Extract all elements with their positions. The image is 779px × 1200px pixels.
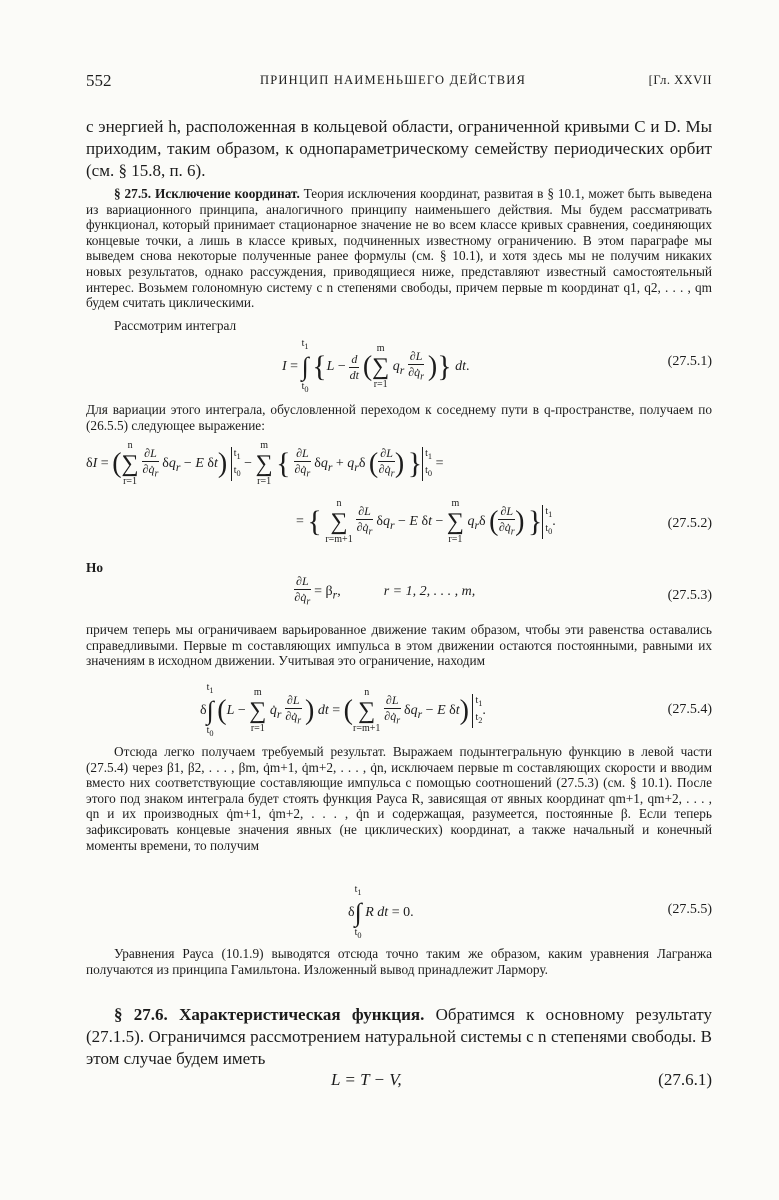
restriction-text: причем теперь мы ограничиваем варьированное движение таким образом, чтобы эти равенства оставались справедливыми. Первые m составляющих импульса в этом движении остаются постоянными, равными их значениям в исходном движении. Учитывая это ограничение, находим	[86, 622, 712, 669]
running-title: ПРИНЦИП НАИМЕНЬШЕГО ДЕЙСТВИЯ	[260, 73, 527, 87]
equation-27-5-1: $I = t_1$ ∫ $t_0$ {L − $\frac{d}{dt}$ (m ∑ r=1 $q_r$ $\frac{\partial L}{\partial q̇_r}$ )} dt. (27.5.1)	[282, 338, 712, 394]
equation-number-27-5-3: (27.5.3)	[667, 588, 712, 603]
equation-27-5-3-range: r = 1, 2, . . . , m,	[383, 583, 476, 599]
equation-number-27-5-4: (27.5.4)	[667, 702, 712, 717]
result-text: Отсюда легко получаем требуемый результат. Выражаем подынтегральную функцию в левой части (27.5.4) через β1, β2, . . . , βm, q̇m+1, q̇m+2, . . . , q̇n, исключаем первые m составляющих скорости и вводим вместо них соответствующие составляющие импульса с помощью соотношений (27.5.3) (см. § 10.1). После этого под знаком интеграла будет стоять функция Рауса R, зависящая от явных координат qm+1, qm+2, . . . , qn и их производных q̇m+1, q̇m+2, . . . , q̇n и содержащая, разумеется, постоянные β. Если теперь зафиксировать концевые значения явных (не циклических) координат, а также начальный и конечный моменты времени, то получим	[86, 744, 712, 853]
equation-27-5-2: δI = (n ∑ r=1 $\frac{\partial L}{\partial q̇_r}$ $\delta q_r - E$ δt) $t_1$ $t_0 - m$ ∑ r=1 { $\frac{\partial L}{\partial q̇_r}$ $\delta q_r + q_r\delta$ ( $\frac{\partial L}{\partial q̇_r}$ ) } $t_1$ $t_0$ = = { n ∑ r=m+1 $\frac{\partial L}{\partial q̇_r}$ $\delta q_r - E$ δt − m ∑ r=1 $q_r\delta$ ( $\frac{\partial L}{\partial q̇_r}$ ) } $t_1$ $t_0$. (27.5.2)	[86, 440, 712, 545]
section-27-6-heading: § 27.6. Характеристическая функция.	[114, 1005, 425, 1024]
equation-number-27-5-1: (27.5.1)	[667, 354, 712, 369]
equation-27-5-5: $\delta t_1$ ∫ $t_0$ R dt = 0. (27.5.5)	[348, 884, 712, 940]
section-27-6-paragraph	[86, 1004, 712, 1070]
variation-text: Для вариации этого интеграла, обусловленной переходом к соседнему пути в q-пространстве, получаем по (26.5.5) следующее выражение:	[86, 402, 712, 433]
equation-27-5-3: $\frac{\partial L}{\partial q̇_r}$ = $\beta_r$, r = 1, 2, . . . , m, (27.5.3)	[294, 574, 712, 608]
consider-integral-text: Рассмотрим интеграл	[114, 318, 237, 333]
section-27-5-text: Теория исключения координат, развитая в § 10.1, может быть выведена из вариационного принципа, аналогичного принципу наименьшего действия. Мы будем рассматривать функционал, который принимает стационарное значение не во всем классе кривых сравнения, соединяющих концевые точки, а лишь в классе кривых, подчиненных известному ограничению. В этом параграфе мы выведем снова некоторые полученные ранее формулы (см. § 10.1), и хотя здесь мы не получим никаких новых результатов, однако рассуждения, приводящиеся ниже, представляют известный самостоятельный интерес. Возьмем голономную систему с n степенями свободы, причем первые m координат q1, q2, . . . , qm будем считать циклическими.	[86, 186, 713, 311]
intro-paragraph: с энергией h, расположенная в кольцевой области, ограниченной кривыми C и D. Мы приходим, таким образом, к однопараметрическому семейству периодических орбит (см. § 15.8, п. 6).	[86, 117, 712, 180]
page-number: 552	[86, 71, 112, 90]
equation-number-27-5-2: (27.5.2)	[667, 516, 712, 531]
but-word: Но	[86, 560, 103, 575]
equation-27-5-4: $\delta t_1$ ∫ $t_0$ (L − m ∑ r=1 $q̇_r$ $\frac{\partial L}{\partial q̇_r}$ ) dt = (n ∑ r=m+1 $\frac{\partial L}{\partial q̇_r}$ $\delta q_r - E$ δt) $t_1$ $t_2$. (27.5.4)	[200, 682, 712, 738]
equation-27-6-1	[86, 1070, 712, 1096]
equation-number-27-5-5: (27.5.5)	[667, 902, 712, 917]
equation-27-6-1-formula: L = T − V,	[331, 1070, 402, 1089]
page-header	[86, 71, 712, 93]
chapter-label: [Гл. XXVII	[648, 73, 712, 87]
equation-number-27-6-1: (27.6.1)	[658, 1070, 712, 1089]
section-27-5-heading: § 27.5. Исключение координат.	[114, 186, 300, 201]
section-27-6-text: Обратимся к основному результату (27.1.5). Ограничимся рассмотрением натуральной системы с n степенями свободы. В этом случае будем иметь	[86, 1005, 712, 1068]
section-27-5-paragraph	[86, 186, 712, 311]
routh-text: Уравнения Рауса (10.1.9) выводятся отсюда точно таким же образом, каким уравнения Лагранжа получаются из принципа Гамильтона. Изложенный вывод принадлежит Лармору.	[86, 946, 712, 977]
